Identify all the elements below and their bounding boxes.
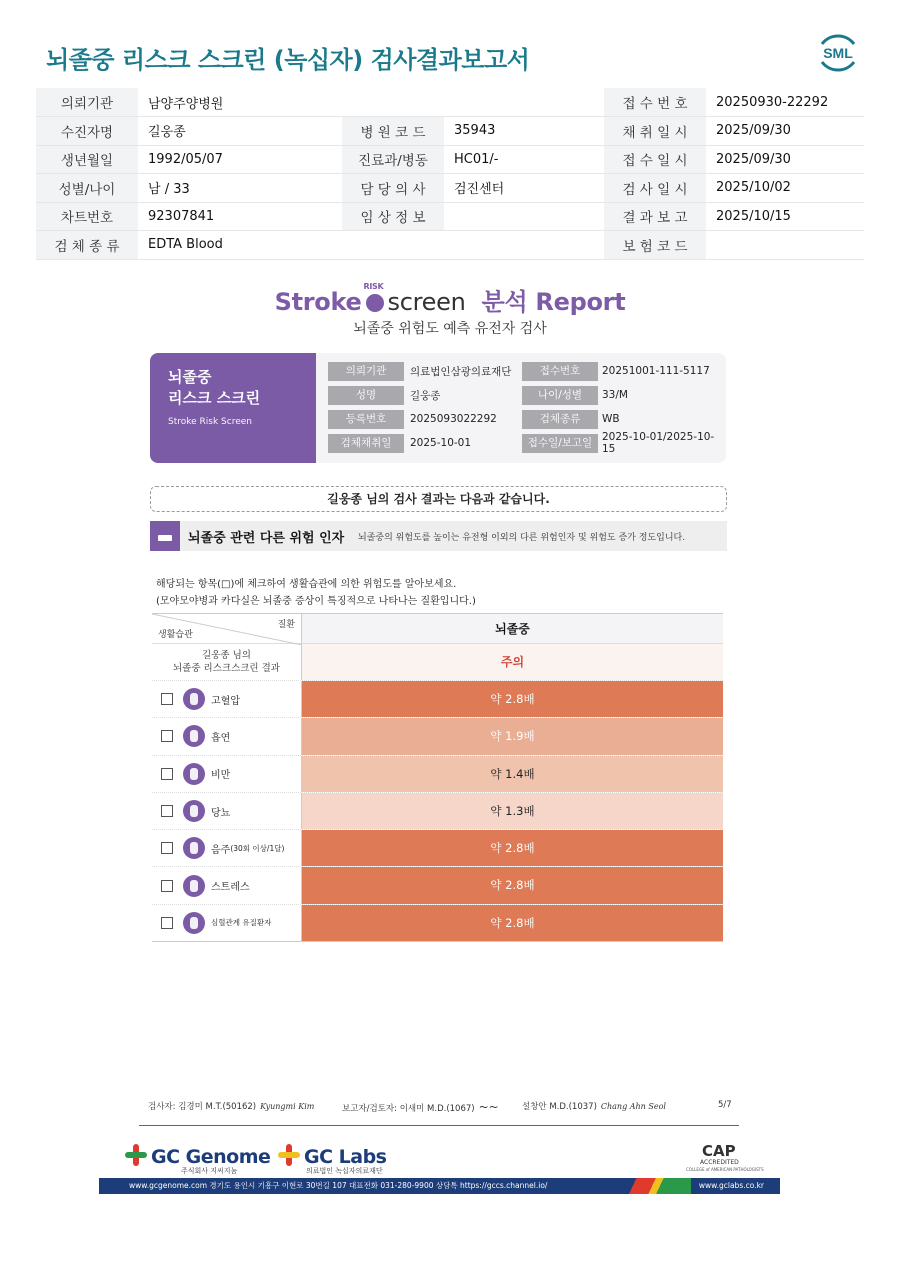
info-label: 의뢰기관 [36, 88, 138, 117]
risk-value: 약 1.4배 [302, 756, 723, 792]
card-info-grid [328, 359, 718, 455]
info-row [36, 117, 864, 146]
card-title-block [150, 353, 316, 463]
info-value [444, 88, 604, 117]
info-label [342, 88, 444, 117]
info-label: 성별/나이 [36, 174, 138, 203]
approver-sign: Chang Ahn Seol [600, 1102, 666, 1111]
info-label: 생년월일 [36, 145, 138, 174]
divider [139, 1125, 739, 1126]
footer-website: www.gclabs.co.kr [698, 1181, 764, 1190]
risk-label: 고혈압 [211, 695, 240, 707]
brand-stroke: Stroke [274, 288, 362, 316]
info-row [36, 202, 864, 231]
risk-table-header [152, 613, 723, 644]
info-value: 1992/05/07 [138, 145, 342, 174]
card-value: 길웅종 [410, 389, 441, 402]
card-row [328, 431, 718, 455]
blood-pressure-icon [183, 688, 205, 710]
risk-label-cell [152, 681, 302, 717]
sml-logo-text: SML [823, 45, 853, 61]
info-label: 접 수 일 시 [604, 145, 706, 174]
tester-signature [148, 1100, 314, 1112]
info-row [36, 88, 864, 117]
bed-icon [150, 521, 180, 551]
cap-sub2: COLLEGE of AMERICAN PATHOLOGISTS [686, 1167, 764, 1172]
info-label: 채 취 일 시 [604, 117, 706, 146]
section-title: 뇌졸중 관련 다른 위험 인자 [188, 531, 345, 546]
info-value: HC01/- [444, 145, 604, 174]
info-value: EDTA Blood [138, 231, 342, 260]
info-row [36, 145, 864, 174]
risk-row [152, 829, 723, 866]
corner-habit-label: 생활습관 [158, 630, 193, 640]
info-value: 92307841 [138, 202, 342, 231]
risk-checkbox[interactable] [161, 768, 173, 780]
risk-value: 약 2.8배 [302, 867, 723, 903]
info-value: 남 / 33 [138, 174, 342, 203]
info-value [444, 231, 604, 260]
footer-stripe [621, 1178, 691, 1194]
risk-tag: RISK [363, 282, 384, 291]
report-subtitle: 뇌졸중 위험도 예측 유전자 검사 [353, 321, 547, 337]
risk-checkbox[interactable] [161, 805, 173, 817]
tester-sign: Kyungmi Kim [260, 1102, 315, 1111]
card-title-en: Stroke Risk Screen [168, 417, 252, 427]
info-value [706, 231, 864, 260]
report-title: 뇌졸중 리스크 스크린 (녹십자) 검사결과보고서 [46, 46, 530, 74]
brand-report: 분석 Report [481, 288, 626, 316]
header-corner [152, 614, 302, 644]
risk-factor-table [152, 613, 723, 942]
info-label: 진료과/병동 [342, 145, 444, 174]
info-label: 병 원 코 드 [342, 117, 444, 146]
brand-screen: screen [387, 288, 466, 316]
card-value: 2025-10-01/2025-10-15 [602, 431, 715, 455]
info-value: 2025/10/02 [706, 174, 864, 203]
risk-row [152, 717, 723, 754]
section-header [150, 521, 727, 551]
info-label: 차트번호 [36, 202, 138, 231]
reviewer-name: 보고자/검토자: 이새미 M.D.(1067) [342, 1104, 475, 1114]
cap-sub: ACCREDITED [700, 1159, 739, 1166]
footer-bar [99, 1178, 780, 1194]
disease-header: 뇌졸중 [302, 614, 723, 644]
risk-value: 약 2.8배 [302, 905, 723, 941]
info-value [444, 202, 604, 231]
corner-disease-label: 질환 [277, 620, 295, 630]
risk-label: 비만 [211, 770, 231, 782]
info-label: 담 당 의 사 [342, 174, 444, 203]
risk-label-cell [152, 830, 302, 866]
risk-label-cell [152, 793, 302, 829]
heart-patient-icon [183, 912, 205, 934]
card-value: 20251001-111-5117 [602, 365, 710, 377]
info-value: 2025/09/30 [706, 117, 864, 146]
info-value: 2025/09/30 [706, 145, 864, 174]
info-value: 2025/10/15 [706, 202, 864, 231]
result-value: 주의 [302, 644, 723, 680]
info-label: 임 상 정 보 [342, 202, 444, 231]
risk-row [152, 755, 723, 792]
card-key: 검체채취일 [328, 434, 404, 453]
summary-card [150, 353, 726, 463]
risk-label: 당뇨 [211, 807, 231, 819]
info-row [36, 174, 864, 203]
risk-checkbox[interactable] [161, 880, 173, 892]
risk-row [152, 904, 723, 941]
approver-signature [522, 1100, 666, 1112]
info-label: 보 험 코 드 [604, 231, 706, 260]
section-description: 뇌졸중의 위험도를 높이는 유전형 이외의 다른 위험인자 및 위험도 증가 정도입니다. [358, 533, 686, 543]
card-title-line1: 뇌졸중 [168, 368, 212, 386]
guide-text [156, 576, 476, 610]
page-number: 5/7 [718, 1100, 732, 1110]
card-key: 성명 [328, 386, 404, 405]
card-key: 접수일/보고일 [522, 434, 598, 453]
gc-cross-icon [125, 1144, 147, 1166]
risk-label-cell [152, 867, 302, 903]
risk-label: 음주 [211, 844, 231, 856]
result-row [152, 644, 723, 680]
card-value: 2025093022292 [410, 413, 497, 425]
risk-label: 심혈관계 유질환자 [211, 918, 272, 928]
gcgenome-name: GC Genome [151, 1146, 271, 1168]
card-key: 접수번호 [522, 362, 598, 381]
info-row [36, 231, 864, 260]
card-key: 의뢰기관 [328, 362, 404, 381]
card-value: 2025-10-01 [410, 437, 472, 449]
card-value: WB [602, 413, 620, 425]
risk-label-cell [152, 718, 302, 754]
risk-value: 약 2.8배 [302, 681, 723, 717]
risk-checkbox[interactable] [161, 842, 173, 854]
risk-label: 스트레스 [211, 882, 250, 894]
card-row [328, 407, 718, 431]
info-label [342, 231, 444, 260]
info-value: 검진센터 [444, 174, 604, 203]
result-label-line1: 길웅종 님의 [202, 650, 251, 661]
risk-checkbox[interactable] [161, 730, 173, 742]
risk-value: 약 1.3배 [302, 793, 723, 829]
patient-info-table [36, 88, 864, 260]
result-notice: 길웅종 님의 검사 결과는 다음과 같습니다. [150, 486, 727, 512]
card-value: 33/M [602, 389, 628, 401]
alcohol-icon [183, 837, 205, 859]
info-value: 길웅종 [138, 117, 342, 146]
risk-label-note: (30회 이상/1달) [230, 843, 285, 853]
gcgenome-sub: 주식회사 지씨지놈 [181, 1167, 238, 1175]
info-label: 검 사 일 시 [604, 174, 706, 203]
risk-row [152, 792, 723, 829]
info-value: 남양주양병원 [138, 88, 342, 117]
stroke-screen-brand [0, 282, 900, 317]
sml-logo [814, 30, 862, 76]
info-label: 결 과 보 고 [604, 202, 706, 231]
card-key: 등록번호 [328, 410, 404, 429]
info-value: 20250930-22292 [706, 88, 864, 117]
gclabs-logo [278, 1144, 387, 1175]
cap-accredited-logo [686, 1142, 764, 1172]
card-row [328, 383, 718, 407]
risk-label: 흡연 [211, 732, 231, 744]
risk-value: 약 2.8배 [302, 830, 723, 866]
gc-cross-icon [278, 1144, 300, 1166]
cigarette-icon [183, 725, 205, 747]
card-row [328, 359, 718, 383]
card-title-line2: 리스크 스크린 [168, 389, 261, 407]
risk-row [152, 866, 723, 903]
head-icon [183, 875, 205, 897]
risk-checkbox[interactable] [161, 693, 173, 705]
guide-line2: (모야모야병과 카다실은 뇌졸중 증상이 특징적으로 나타나는 질환입니다.) [156, 596, 476, 607]
risk-value: 약 1.9배 [302, 718, 723, 754]
info-label: 접 수 번 호 [604, 88, 706, 117]
info-value: 35943 [444, 117, 604, 146]
diabetes-eye-icon [183, 800, 205, 822]
card-key: 검체종류 [522, 410, 598, 429]
reviewer-signature [342, 1100, 499, 1114]
card-key: 나이/성별 [522, 386, 598, 405]
body-icon [183, 763, 205, 785]
guide-line1: 해당되는 항목(□)에 체크하여 생활습관에 의한 위험도를 알아보세요. [156, 579, 457, 590]
tester-name: 검사자: 김경미 M.T.(50162) [148, 1102, 257, 1112]
gclabs-sub: 의료법인 녹십자의료재단 [306, 1167, 383, 1175]
gcgenome-logo [125, 1144, 271, 1175]
approver-name: 설창안 M.D.(1037) [522, 1102, 597, 1112]
info-label: 수진자명 [36, 117, 138, 146]
reviewer-sign: ~~ [478, 1100, 499, 1114]
cap-text: CAP [702, 1142, 736, 1160]
footer-contact: www.gcgenome.com 경기도 용인시 기흥구 이현로 30번길 107 대표전화 031-280-9900 상담톡 https://gccs.channel.io/ [129, 1181, 548, 1190]
risk-icon [363, 282, 384, 312]
card-value: 의료법인삼광의료재단 [410, 365, 512, 378]
result-label [152, 644, 302, 680]
risk-checkbox[interactable] [161, 917, 173, 929]
risk-label-cell [152, 905, 302, 941]
result-label-line2: 뇌졸중 리스크스크린 결과 [173, 663, 280, 674]
risk-label-cell [152, 756, 302, 792]
info-label: 검 체 종 류 [36, 231, 138, 260]
risk-row [152, 680, 723, 717]
gclabs-name: GC Labs [304, 1146, 387, 1168]
